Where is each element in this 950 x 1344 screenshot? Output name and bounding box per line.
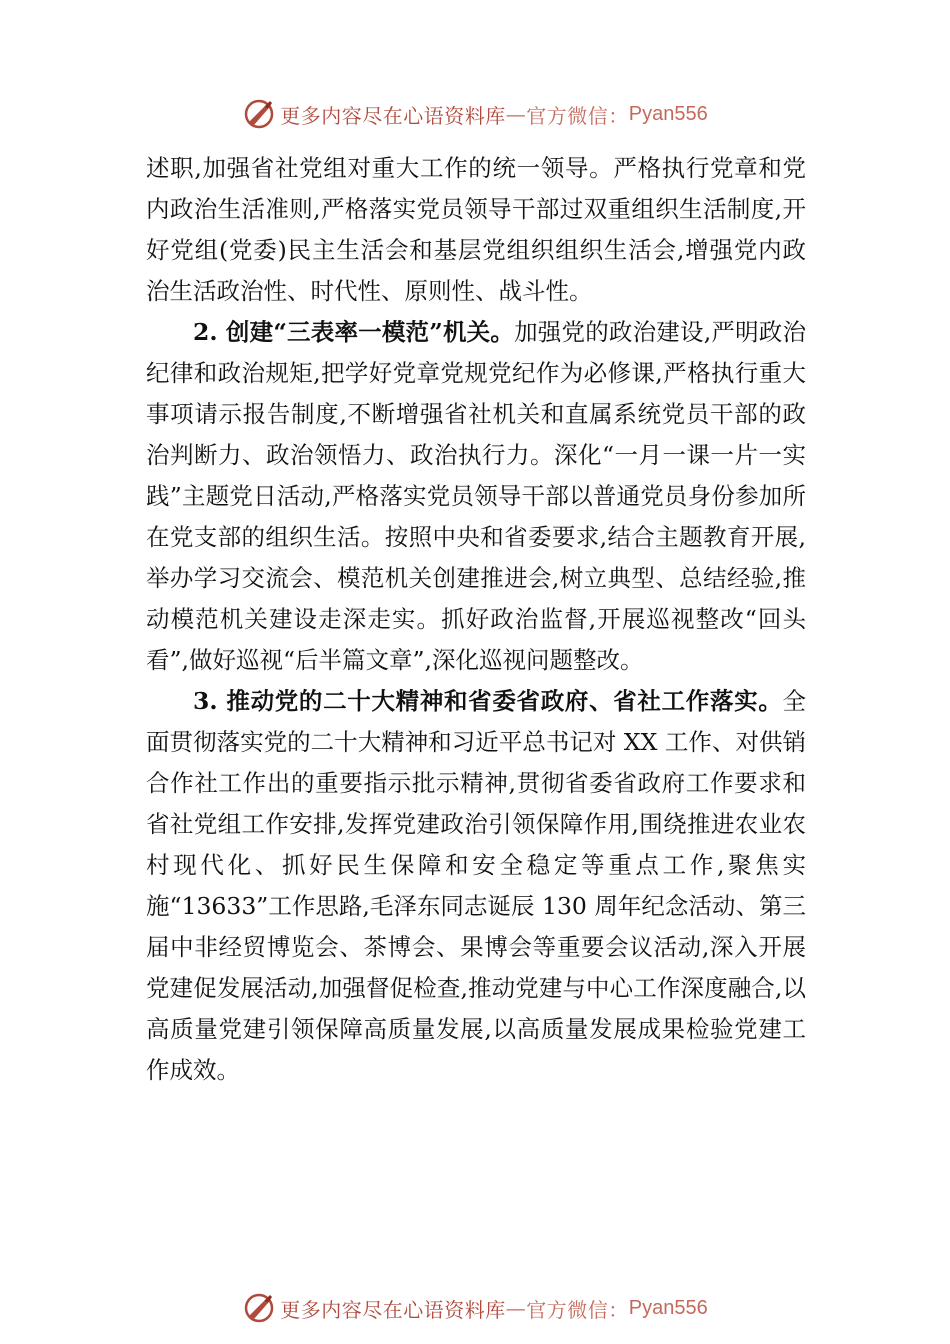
paragraph-2 bbox=[146, 312, 806, 681]
paragraph-1: 述职,加强省社党组对重大工作的统一领导。严格执行党章和党内政治生活准则,严格落实党员领导干部过双重组织生活制度,开好党组(党委)民主生活会和基层党组织组织生活会,增强党内政治生活政治性、时代性、原则性、战斗性。 bbox=[146, 154, 806, 305]
paragraph-3-heading: 3. 推动党的二十大精神和省委省政府、省社工作落实。 bbox=[193, 687, 783, 715]
footer-banner bbox=[0, 1288, 950, 1328]
pen-logo-icon bbox=[242, 97, 276, 131]
header-slogan: 更多内容尽在心语资料库 bbox=[280, 103, 506, 128]
header-wechat-label: 官方微信： bbox=[526, 103, 629, 128]
footer-wechat-id: Pyan556 bbox=[628, 1296, 708, 1319]
paragraph-3 bbox=[146, 681, 806, 1091]
header-wechat-id: Pyan556 bbox=[628, 102, 708, 125]
paragraph-3-text: 全面贯彻落实党的二十大精神和习近平总书记对 XX 工作、对供销合作社工作出的重要指示批示精神,贯彻省委省政府工作要求和省社党组工作安排,发挥党建政治引领保障作用,围绕推进农业农村现代化、抓好民生保障和安全稳定等重点工作,聚焦实施“13633”工作思路,毛泽东同志诞辰 130 周年纪念活动、第三届中非经贸博览会、茶博会、果博会等重要会议活动,深入开展党建促发展活动,加强督促检查,推动党建与中心工作深度融合,以高质量党建引领保障高质量发展,以高质量发展成果检验党建工作成效。 bbox=[146, 687, 806, 1084]
pen-logo-icon bbox=[242, 1291, 276, 1325]
document-body bbox=[146, 148, 806, 1091]
header-separator: — bbox=[505, 102, 527, 126]
paragraph-2-text: 加强党的政治建设,严明政治纪律和政治规矩,把学好党章党规党纪作为必修课,严格执行重大事项请示报告制度,不断增强省社机关和直属系统党员干部的政治判断力、政治领悟力、政治执行力。深化“一月一课一片一实践”主题党日活动,严格落实党员领导干部以普通党员身份参加所在党支部的组织生活。按照中央和省委要求,结合主题教育开展,举办学习交流会、模范机关创建推进会,树立典型、总结经验,推动模范机关建设走深走实。抓好政治监督,开展巡视整改“回头看”,做好巡视“后半篇文章”,深化巡视问题整改。 bbox=[146, 318, 806, 674]
header-banner bbox=[0, 94, 950, 134]
footer-slogan: 更多内容尽在心语资料库 bbox=[280, 1297, 506, 1322]
paragraph-2-heading: 2. 创建“三表率一模范”机关。 bbox=[193, 318, 515, 346]
footer-wechat-label: 官方微信： bbox=[526, 1297, 629, 1322]
footer-separator: — bbox=[505, 1296, 527, 1320]
